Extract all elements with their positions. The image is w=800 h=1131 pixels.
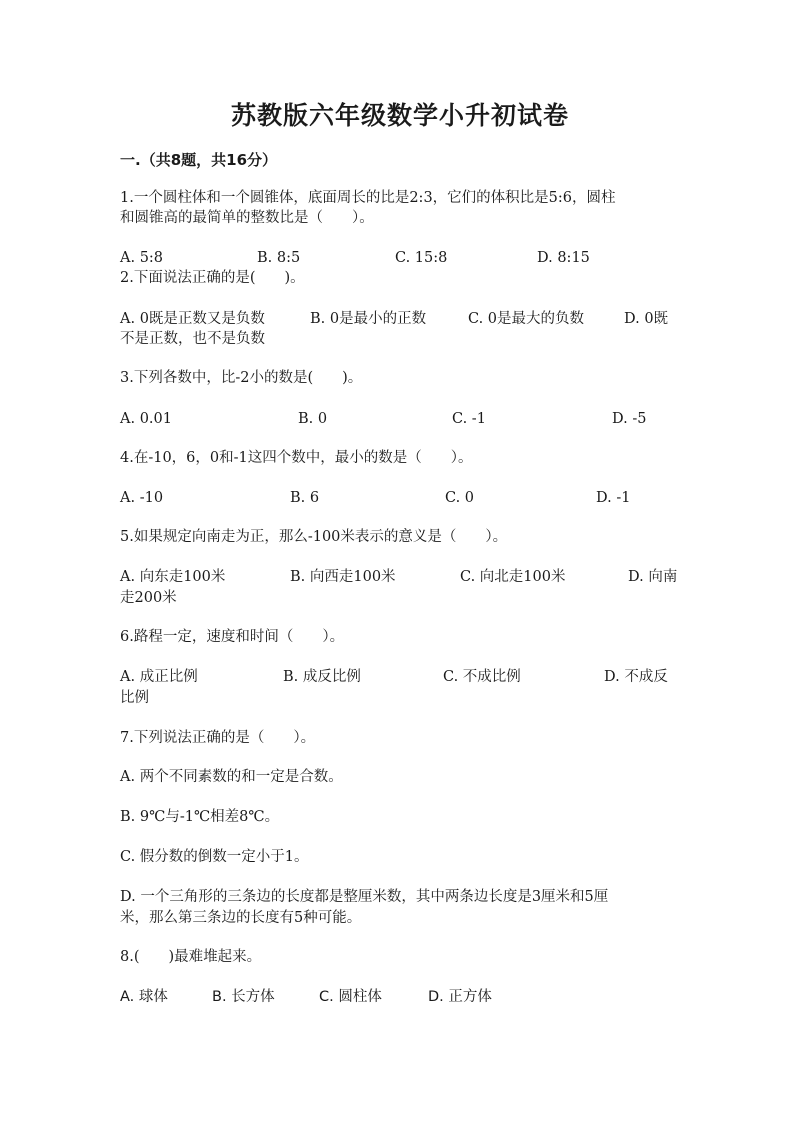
question-6-stem: 6.路程一定，速度和时间（ ）。: [120, 629, 345, 645]
question-4-option-b: B. 6: [290, 490, 320, 506]
question-5-option-d: D. 向南: [628, 569, 678, 585]
section-heading: 一.（共8题，共16分）: [120, 151, 278, 169]
question-8-option-a: A. 球体: [120, 989, 168, 1005]
question-4-option-c: C. 0: [445, 490, 475, 506]
question-1-option-c: C. 15:8: [395, 250, 448, 266]
question-7-option-a: A. 两个不同素数的和一定是合数。: [120, 769, 343, 785]
question-4-option-a: A. -10: [120, 490, 164, 506]
question-3-option-d: D. -5: [612, 411, 647, 427]
question-7-option-b: B. 9℃与-1℃相差8℃。: [120, 809, 280, 825]
question-8-option-c: C. 圆柱体: [319, 989, 382, 1005]
question-2-option-b: B. 0是最小的正数: [310, 311, 427, 327]
question-5-stem: 5.如果规定向南走为正，那么-100米表示的意义是（ ）。: [120, 529, 508, 545]
question-5-option-d-wrap: 走200米: [120, 590, 177, 606]
question-3-option-a: A. 0.01: [120, 411, 172, 427]
question-6-option-c: C. 不成比例: [443, 669, 521, 685]
question-3-stem: 3.下列各数中，比-2小的数是( )。: [120, 370, 363, 386]
question-6-option-a: A. 成正比例: [120, 669, 198, 685]
page-title: 苏教版六年级数学小升初试卷: [230, 101, 569, 130]
question-5-option-b: B. 向西走100米: [290, 569, 396, 585]
question-4-option-d: D. -1: [596, 490, 631, 506]
question-5-option-c: C. 向北走100米: [460, 569, 566, 585]
question-7-option-d-line-2: 米，那么第三条边的长度有5种可能。: [120, 910, 362, 926]
question-2-stem: 2.下面说法正确的是( )。: [120, 270, 305, 286]
question-6-option-d-wrap: 比例: [120, 690, 149, 706]
question-3-option-b: B. 0: [298, 411, 328, 427]
question-3-option-c: C. -1: [452, 411, 486, 427]
question-1-line-2: 和圆锥高的最简单的整数比是（ ）。: [120, 210, 374, 226]
question-1-option-a: A. 5:8: [120, 250, 164, 266]
question-6-option-b: B. 成反比例: [283, 669, 361, 685]
question-7-stem: 7.下列说法正确的是（ ）。: [120, 730, 316, 746]
question-1-option-d: D. 8:15: [537, 250, 590, 266]
question-2-option-d-wrap: 不是正数，也不是负数: [120, 331, 265, 347]
question-6-option-d: D. 不成反: [604, 669, 668, 685]
question-7-option-c: C. 假分数的倒数一定小于1。: [120, 849, 309, 865]
question-5-option-a: A. 向东走100米: [120, 569, 226, 585]
question-1-option-b: B. 8:5: [257, 250, 301, 266]
question-8-option-d: D. 正方体: [428, 989, 492, 1005]
question-1-line-1: 1.一个圆柱体和一个圆锥体，底面周长的比是2:3，它们的体积比是5:6，圆柱: [120, 190, 616, 206]
question-2-option-c: C. 0是最大的负数: [468, 311, 585, 327]
question-2-option-a: A. 0既是正数又是负数: [120, 311, 265, 327]
question-8-stem: 8.( )最难堆起来。: [120, 949, 262, 965]
question-4-stem: 4.在-10，6，0和-1这四个数中，最小的数是（ ）。: [120, 450, 473, 466]
question-7-option-d-line-1: D. 一个三角形的三条边的长度都是整厘米数，其中两条边长度是3厘米和5厘: [120, 889, 609, 905]
question-2-option-d: D. 0既: [624, 311, 669, 327]
question-8-option-b: B. 长方体: [212, 989, 275, 1005]
